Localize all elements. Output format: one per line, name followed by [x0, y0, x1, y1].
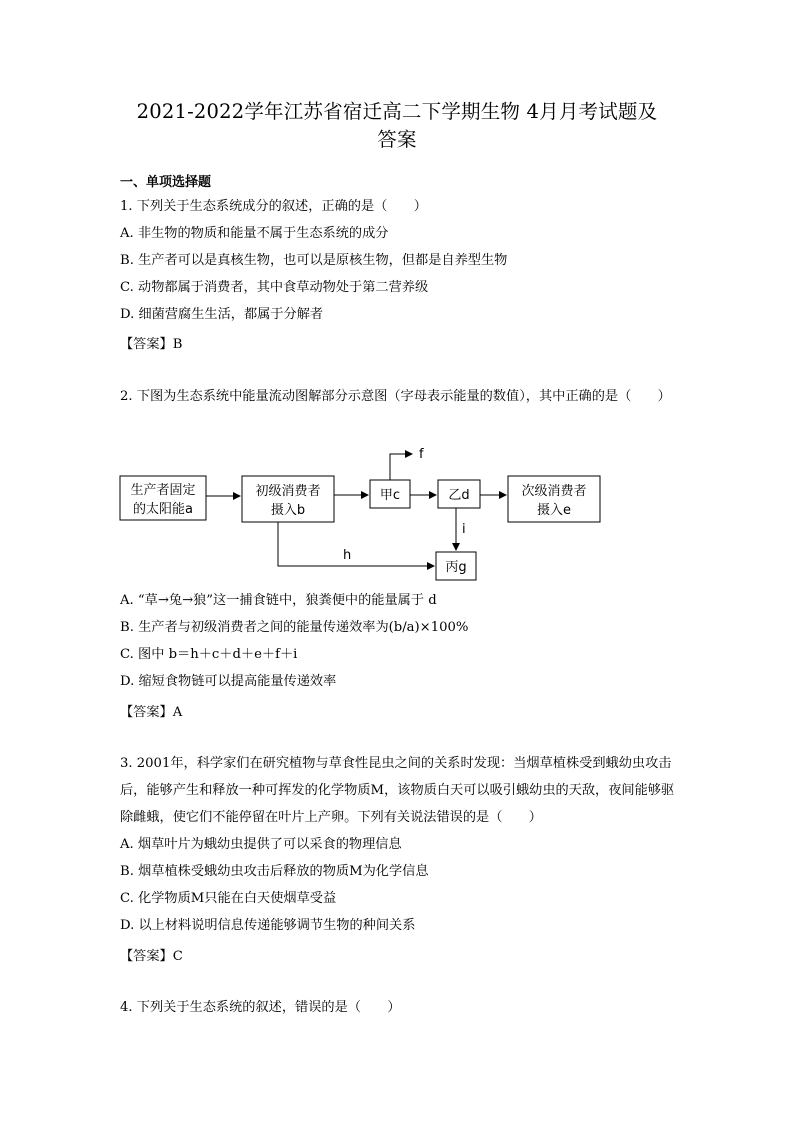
title-line-2: 答案 — [377, 128, 417, 151]
section-heading: 一、单项选择题 — [120, 175, 212, 190]
q3-option-c: C. 化学物质M只能在白天使烟草受益 — [120, 891, 337, 906]
producer-label-2: 的太阳能a — [133, 502, 193, 517]
q2-answer: 【答案】A — [120, 705, 183, 720]
yi-label: 乙d — [448, 488, 470, 503]
energy-flow-diagram — [110, 440, 610, 590]
q1-stem: 1. 下列关于生态系统成分的叙述，正确的是（ ） — [120, 199, 427, 214]
secondary-consumer-label-1: 次级消费者 — [521, 484, 587, 499]
q2-option-c: C. 图中 b＝h＋c＋d＋e＋f＋i — [120, 647, 298, 662]
q3-option-b: B. 烟草植株受蛾幼虫攻击后释放的物质M为化学信息 — [120, 864, 429, 879]
primary-consumer-label-1: 初级消费者 — [255, 484, 321, 499]
q1-option-d: D. 细菌营腐生生活，都属于分解者 — [120, 307, 324, 322]
label-i: i — [462, 522, 466, 537]
q1-answer: 【答案】B — [120, 337, 183, 352]
label-h: h — [343, 548, 352, 563]
q3-stem: 3. 2001年，科学家们在研究植物与草食性昆虫之间的关系时发现：当烟草植株受到蛾幼虫攻击后，能够产生和释放一种可挥发的化学物质M，该物质白天可以吸引蛾幼虫的天敌，夜间能够驱除雌蛾，使它们不能停留在叶片上产卵。下列有关说法错误的是（ ） — [120, 756, 675, 825]
q2-stem: 2. 下图为生态系统中能量流动图解部分示意图（字母表示能量的数值），其中正确的是（ ） — [120, 389, 671, 404]
q2-option-d: D. 缩短食物链可以提高能量传递效率 — [120, 674, 337, 689]
q1-option-b: B. 生产者可以是真核生物，也可以是原核生物，但都是自养型生物 — [120, 253, 508, 268]
arrow-primary-bing — [278, 522, 434, 566]
q1-option-c: C. 动物都属于消费者，其中食草动物处于第二营养级 — [120, 280, 429, 295]
q3-option-a: A. 烟草叶片为蛾幼虫提供了可以采食的物理信息 — [120, 837, 402, 852]
jia-label: 甲c — [379, 488, 401, 503]
title-line-1: 2021-2022学年江苏省宿迁高二下学期生物 4月月考试题及 — [136, 100, 658, 123]
document-title — [100, 98, 694, 154]
arrow-jia-f — [390, 454, 412, 480]
bing-label: 丙g — [445, 560, 467, 575]
q1-option-a: A. 非生物的物质和能量不属于生态系统的成分 — [120, 226, 389, 241]
q3-answer: 【答案】C — [120, 949, 183, 964]
secondary-consumer-label-2: 摄入e — [537, 503, 571, 518]
q2-option-b: B. 生产者与初级消费者之间的能量传递效率为(b/a)×100% — [120, 620, 469, 635]
q4-stem: 4. 下列关于生态系统的叙述，错误的是（ ） — [120, 1000, 401, 1015]
q3-option-d: D. 以上材料说明信息传递能够调节生物的种间关系 — [120, 918, 416, 933]
producer-label-1: 生产者固定 — [130, 483, 196, 498]
primary-consumer-label-2: 摄入b — [270, 503, 306, 518]
q2-option-a: A. “草→兔→狼”这一捕食链中，狼粪便中的能量属于 d — [120, 593, 437, 608]
label-f: f — [419, 447, 424, 462]
